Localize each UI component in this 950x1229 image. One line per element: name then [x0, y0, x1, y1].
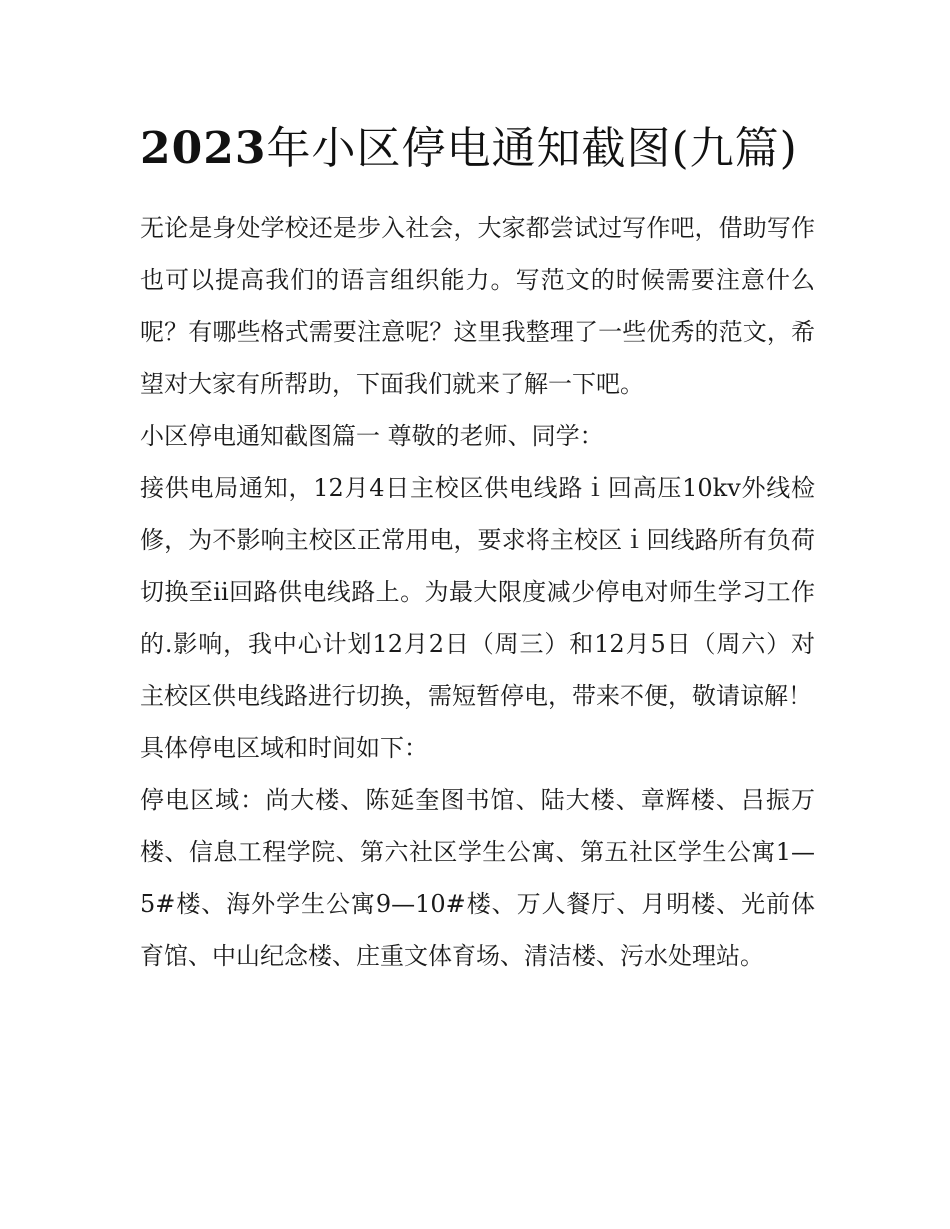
- intro-paragraph: 无论是身处学校还是步入社会，大家都尝试过写作吧，借助写作也可以提高我们的语言组织能力。写范文的时候需要注意什么呢？有哪些格式需要注意呢？这里我整理了一些优秀的范文，希望对大家有所帮助，下面我们就来了解一下吧。: [140, 214, 815, 398]
- salutation-paragraph: 小区停电通知截图篇一 尊敬的老师、同学：: [140, 422, 604, 450]
- title-text: 年小区停电通知截图(九篇): [266, 123, 798, 174]
- schedule-heading-paragraph: 具体停电区域和时间如下：: [140, 734, 428, 762]
- notice-paragraph: 接供电局通知，12月4日主校区供电线路ｉ回高压10kv外线检修，为不影响主校区正常用电，要求将主校区ｉ回线路所有负荷切换至ii回路供电线路上。为最大限度减少停电对师生学习工作的.影响，我中心计划12月2日（周三）和12月5日（周六）对主校区供电线路进行切换，需短暂停电，带来不便，敬请谅解！: [140, 474, 815, 710]
- outage-area-paragraph: 停电区域：尚大楼、陈延奎图书馆、陆大楼、章辉楼、吕振万楼、信息工程学院、第六社区学生公寓、第五社区学生公寓1—5#楼、海外学生公寓9—10#楼、万人餐厅、月明楼、光前体育馆、中山纪念楼、庄重文体育场、清洁楼、污水处理站。: [140, 786, 815, 970]
- document-title: [140, 112, 815, 186]
- document-body: [140, 112, 815, 982]
- title-year: 2023: [140, 123, 267, 174]
